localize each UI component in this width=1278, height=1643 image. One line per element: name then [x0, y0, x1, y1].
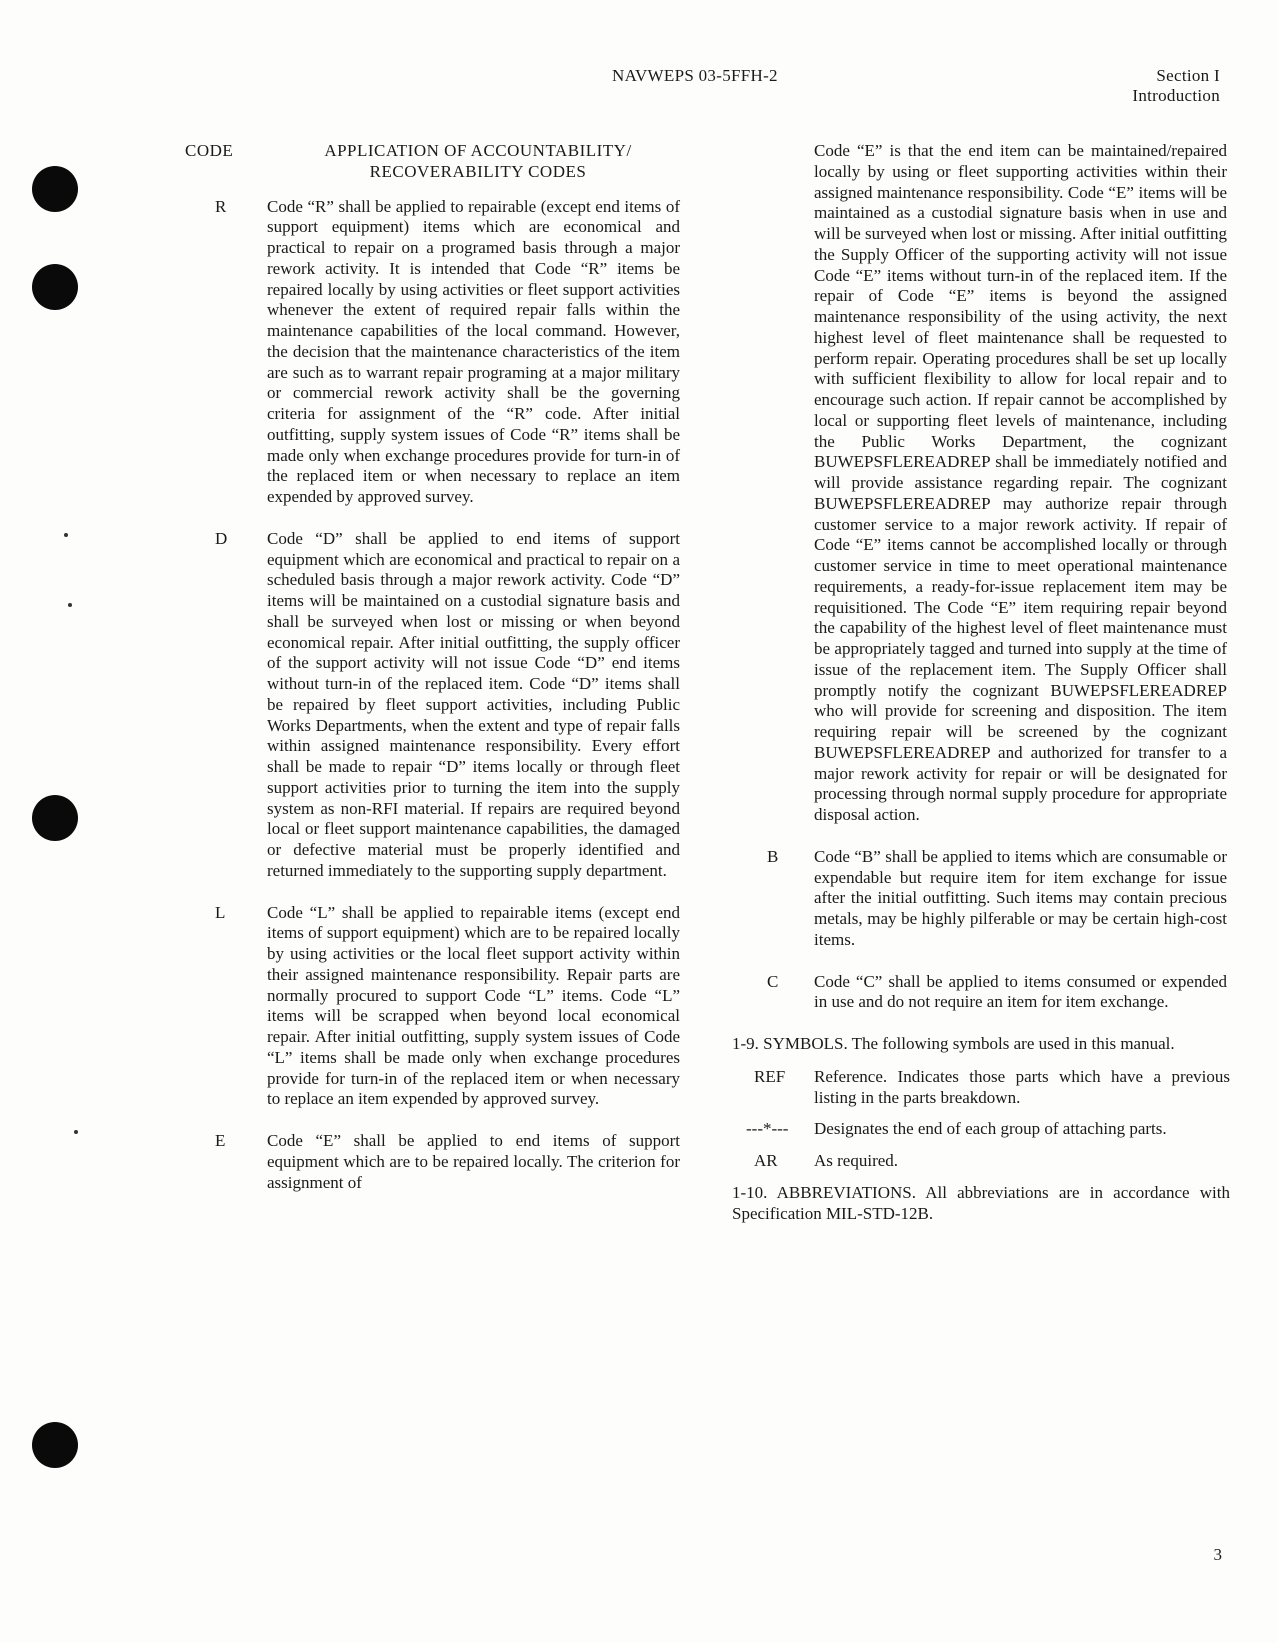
code-description: Code “R” shall be applied to repairable (except end items of support equipment) items which are economical and practical to repair on a programed basis through a major rework activity. It is intended that Code “R” items be repaired locally by using activities or fleet support activities whenever the extent of required repair falls within the maintenance capabilities of the local command. However, the decision that the maintenance characteristics of the item are such as to warrant repair programing at a major military or commercial rework activity shall be the governing criteria for assignment of the “R” code. After initial outfitting, supply system issues of Code “R” items shall be made only when exchange procedures provide for turn-in of the replaced item or when necessary to replace an item expended by approved survey. — [267, 196, 680, 506]
code-e-continued: Code “E” is that the end item can be maintained/repaired locally by using or fleet supporting activities within their assigned maintenance responsibility. Code “E” items will be maintained as a custodial signature basis when in use and will be surveyed when lost or missing. After initial outfitting the Supply Officer of the supporting activity will not issue Code “E” items without turn-in of the replaced item. If the repair of Code “E” items is beyond the assigned maintenance responsibility of the using activity, the next highest level of fleet maintenance shall be requested to perform repair. Operating procedures shall be set up locally with sufficient flexibility to allow for local repair and to encourage such action. If repair cannot be accomplished by local or supporting fleet levels of maintenance, including the Public Works Department, the cognizant BUWEPSFLEREADREP shall be immediately notified and will provide assistance regarding repair. The cognizant BUWEPSFLEREADREP may authorize repair through customer service to a major rework activity. If repair of Code “E” items cannot be accomplished locally or through customer service in time to meet operational maintenance requirements, a ready-for-issue replacement item may be requisitioned. The Code “E” item requiring repair beyond the capability of the highest level of fleet maintenance must be appropriately tagged and turned into supply at the time of issue of the replacement item. The Supply Officer shall promptly notify the cognizant BUWEPSFLEREADREP who will provide for screening and disposition. The item requiring repair will be screened by the cognizant BUWEPSFLEREADREP and authorized for transfer to a major rework activity for repair or will be designated for processing through normal supply procedure for appropriate disposal action. — [814, 141, 1227, 824]
code-letter: B — [767, 846, 779, 866]
code-entry-b — [732, 847, 1230, 951]
right-column — [732, 141, 1230, 1236]
code-entry-l — [185, 903, 680, 1111]
symbol-ar — [732, 1151, 1230, 1172]
binder-hole — [32, 264, 78, 310]
symbol-key: AR — [754, 1151, 778, 1170]
section-header — [1132, 66, 1220, 106]
code-entry-e — [185, 1131, 680, 1193]
symbol-desc: Reference. Indicates those parts which have a previous listing in the parts breakdown. — [814, 1066, 1230, 1107]
codes-title — [293, 141, 663, 183]
code-letter: E — [215, 1131, 226, 1150]
scan-speck — [64, 533, 68, 537]
code-description: Code “L” shall be applied to repairable items (except end items of support equipment) which are to be repaired locally by using activities or the local fleet support activity within their assigned maintenance responsibility. Repair parts are normally procured to support Code “L” items. Code “L” items will be scrapped when beyond local economical repair. After initial outfitting, supply system issues of Code “L” items shall be made only when exchange procedures provide for turn-in of the replaced item or when necessary to replace an item expended by approved survey. — [267, 902, 680, 1109]
symbols-intro: 1-9. SYMBOLS. The following symbols are used in this manual. — [732, 1034, 1175, 1053]
code-letter: R — [215, 196, 227, 216]
scan-speck — [68, 603, 72, 607]
binder-hole — [32, 795, 78, 841]
codes-title-line2: RECOVERABILITY CODES — [369, 161, 587, 181]
symbol-desc: As required. — [814, 1151, 899, 1170]
abbreviations-paragraph: 1-10. ABBREVIATIONS. All abbreviations are in accordance with Specification MIL-STD-12B. — [732, 1182, 1230, 1223]
code-column-label: CODE — [185, 141, 234, 160]
code-letter: D — [215, 528, 228, 548]
scan-speck — [74, 1130, 78, 1134]
symbol-ref — [732, 1067, 1230, 1109]
binder-hole — [32, 1422, 78, 1468]
symbol-key: ---*--- — [746, 1119, 789, 1139]
code-entry-d — [185, 529, 680, 882]
codes-title-line1: APPLICATION OF ACCOUNTABILITY/ — [324, 141, 632, 160]
code-letter: C — [767, 971, 779, 991]
section-title: Introduction — [1132, 86, 1220, 105]
code-description: Code “D” shall be applied to end items of support equipment which are economical and practical to repair on a scheduled basis through a major rework activity. Code “D” items will be maintained on a custodial signature basis and shall be surveyed when lost or missing or when beyond economical repair. After initial outfitting, the supply officer of the support activity will not issue Code “D” end items without turn-in of the replaced item. Code “D” items shall be repaired by fleet support activities, including Public Works Departments, when the extent and type of repair falls within assigned maintenance responsibility. Every effort shall be made to repair “D” items locally or through fleet support activities prior to turning the item into the supply system as non-RFI material. If repairs are required beyond local or fleet support maintenance capabilities, the damaged or defective material must be properly identified and returned immediately to the supporting supply department. — [267, 528, 680, 880]
code-entry-c — [732, 972, 1230, 1014]
symbol-key: REF — [754, 1066, 786, 1086]
page-number: 3 — [1213, 1545, 1222, 1564]
code-description: Code “C” shall be applied to items consumed or expended in use and do not require an item for item exchange. — [814, 971, 1227, 1012]
left-column — [185, 141, 680, 1214]
codes-heading — [185, 141, 680, 183]
code-description: Code “E” shall be applied to end items of support equipment which are to be repaired locally. The criterion for assignment of — [267, 1131, 680, 1192]
document-number: NAVWEPS 03-5FFH-2 — [612, 66, 778, 85]
binder-hole — [32, 166, 78, 212]
code-description: Code “B” shall be applied to items which are consumable or expendable but require item for item exchange for issue after the initial outfitting. Such items may contain precious metals, may be highly pilferable or may be certain high-cost items. — [814, 846, 1227, 949]
code-entry-r — [185, 197, 680, 508]
code-letter: L — [215, 902, 226, 922]
section-label: Section I — [1156, 66, 1220, 85]
symbol-desc: Designates the end of each group of attaching parts. — [814, 1119, 1167, 1139]
symbol-attaching-parts — [732, 1119, 1230, 1140]
